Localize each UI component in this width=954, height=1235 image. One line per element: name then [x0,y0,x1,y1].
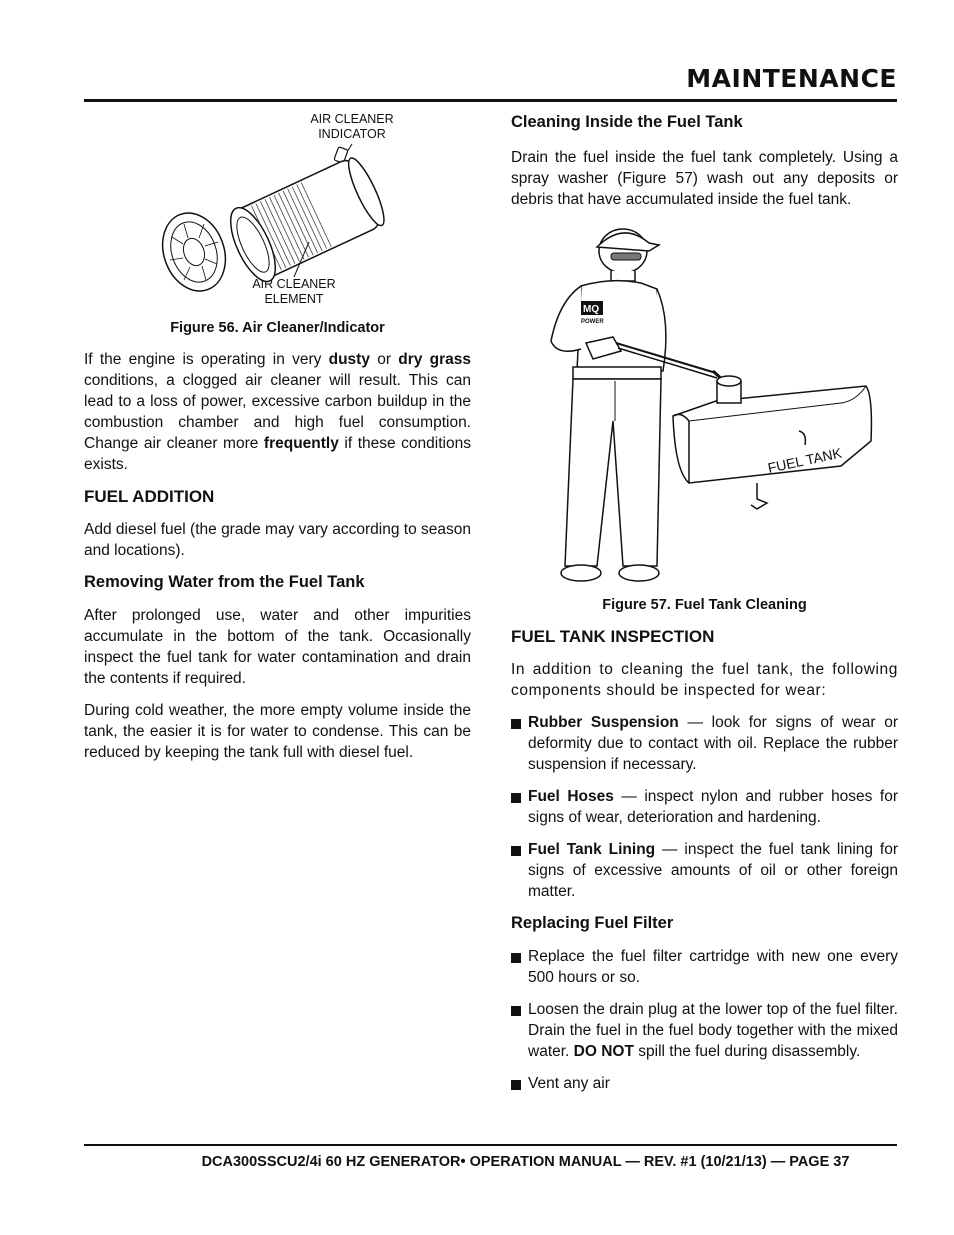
list-item: Vent any air [511,1073,898,1094]
footer-rule [84,1144,897,1146]
removing-water-paragraph-1: After prolonged use, water and other impurities accumulate in the bottom of the tank. Occasionally inspect the fuel tank for water contamination and drain the contents if required. [84,607,471,687]
page-section-title: MAINTENANCE [686,64,897,93]
left-column [84,112,471,774]
inspection-intro: In addition to cleaning the fuel tank, the following components should be inspected for wear: [511,661,898,699]
bullet-square-icon [511,953,521,963]
fuel-tank-inspection-heading: FUEL TANK INSPECTION [511,627,715,646]
page-footer: DCA300SSCU2/4i 60 HZ GENERATOR• OPERATION MANUAL — REV. #1 (10/21/13) — PAGE 37 [201,1154,850,1170]
inspection-list [511,712,898,902]
removing-water-paragraph-2: During cold weather, the more empty volume inside the tank, the easier it is for water to condense. This can be reduced by keeping the tank full with diesel fuel. [84,702,471,761]
list-item: Rubber Suspension — look for signs of wear or deformity due to contact with oil. Replace the rubber suspension if necessary. [511,712,898,775]
list-item: Loosen the drain plug at the lower top of the fuel filter. Drain the fuel in the fuel body together with the mixed water. DO NOT spill the fuel during disassembly. [511,999,898,1062]
header-rule [84,99,897,102]
fuel-addition-text: Add diesel fuel (the grade may vary according to season and locations). [84,521,471,559]
air-cleaner-element-label: AIR CLEANER ELEMENT [252,277,336,306]
air-cleaner-paragraph: If the engine is operating in very dusty or dry grass conditions, a clogged air cleaner will result. This can lead to a loss of power, excessive carbon buildup in the combustion chamber and high fuel consumption. Change air cleaner more frequently if these conditions exists. [84,351,471,473]
fuel-tank-label: FUEL TANK [766,444,844,476]
filter-list [511,946,898,1094]
bullet-square-icon [511,846,521,856]
figure-56-caption: Figure 56. Air Cleaner/Indicator [170,320,385,336]
list-item: Fuel Hoses — inspect nylon and rubber hoses for signs of wear, deterioration and hardening. [511,786,898,828]
fuel-tank-cleaning-illustration [511,221,898,591]
list-item: Fuel Tank Lining — inspect the fuel tank lining for signs of excessive amounts of oil or other foreign matter. [511,839,898,902]
cleaning-text: Drain the fuel inside the fuel tank completely. Using a spray washer (Figure 57) wash out any deposits or debris that have accumulated inside the fuel tank. [511,149,898,208]
right-column [511,112,898,1105]
bullet-square-icon [511,1006,521,1016]
figure-57-caption: Figure 57. Fuel Tank Cleaning [602,597,807,613]
cleaning-heading: Cleaning Inside the Fuel Tank [511,113,743,131]
fuel-addition-heading: FUEL ADDITION [84,487,215,506]
mq-logo: MQ [583,304,600,315]
bullet-square-icon [511,719,521,729]
figure-57 [511,221,898,591]
air-cleaner-illustration [84,112,471,312]
list-item: Replace the fuel filter cartridge with new one every 500 hours or so. [511,946,898,988]
bullet-square-icon [511,793,521,803]
air-cleaner-indicator-label: AIR CLEANER INDICATOR [310,112,394,141]
figure-56 [84,112,471,312]
bullet-square-icon [511,1080,521,1090]
mq-logo-sub: POWER [581,319,604,325]
removing-water-heading: Removing Water from the Fuel Tank [84,573,365,591]
replacing-fuel-filter-heading: Replacing Fuel Filter [511,914,674,932]
